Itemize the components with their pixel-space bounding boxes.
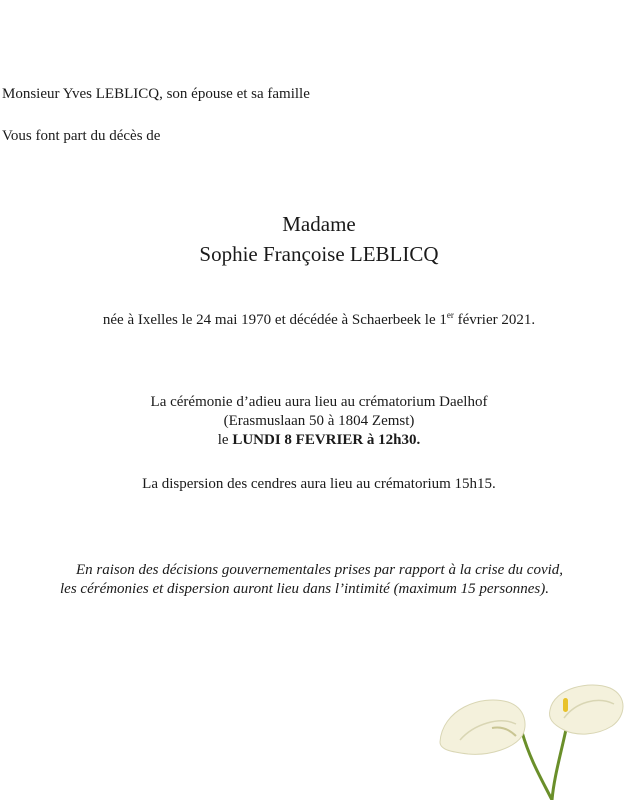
ceremony-date-prefix: le bbox=[217, 432, 233, 448]
lily-stem-right bbox=[552, 720, 568, 800]
dispersion-line: La dispersion des cendres aura lieu au crématorium 15h15. bbox=[142, 476, 496, 492]
deceased-name: Sophie Françoise LEBLICQ bbox=[199, 242, 439, 266]
ceremony-date bbox=[0, 432, 638, 449]
birth-death-text: née à Ixelles le 24 mai 1970 et décédée à Schaerbeek le 1 bbox=[102, 312, 447, 328]
covid-notice-line-2: les cérémonies et dispersion auront lieu dans l’intimité (maximum 15 personnes). bbox=[60, 581, 549, 597]
lily-spadix bbox=[563, 698, 568, 712]
lily-flower-right bbox=[550, 685, 623, 734]
calla-lily-image bbox=[430, 680, 638, 800]
birth-death-line bbox=[0, 312, 638, 329]
covid-notice-line-1: En raison des décisions gouvernementales prises par rapport à la crise du covid, bbox=[76, 562, 564, 578]
family-line: Monsieur Yves LEBLICQ, son épouse et sa famille bbox=[2, 86, 310, 102]
deceased-title: Madame bbox=[282, 212, 356, 236]
lily-flower-left bbox=[440, 700, 525, 754]
day-ordinal: er bbox=[446, 310, 454, 320]
ceremony-address: (Erasmuslaan 50 à 1804 Zemst) bbox=[223, 413, 415, 429]
ceremony-location: La cérémonie d’adieu aura lieu au crématorium Daelhof bbox=[150, 394, 488, 410]
death-date-rest: février 2021. bbox=[453, 312, 536, 328]
lily-stem-left bbox=[522, 732, 552, 800]
announcement-line: Vous font part du décès de bbox=[2, 128, 161, 144]
ceremony-date-bold: LUNDI 8 FEVRIER à 12h30. bbox=[232, 432, 421, 448]
